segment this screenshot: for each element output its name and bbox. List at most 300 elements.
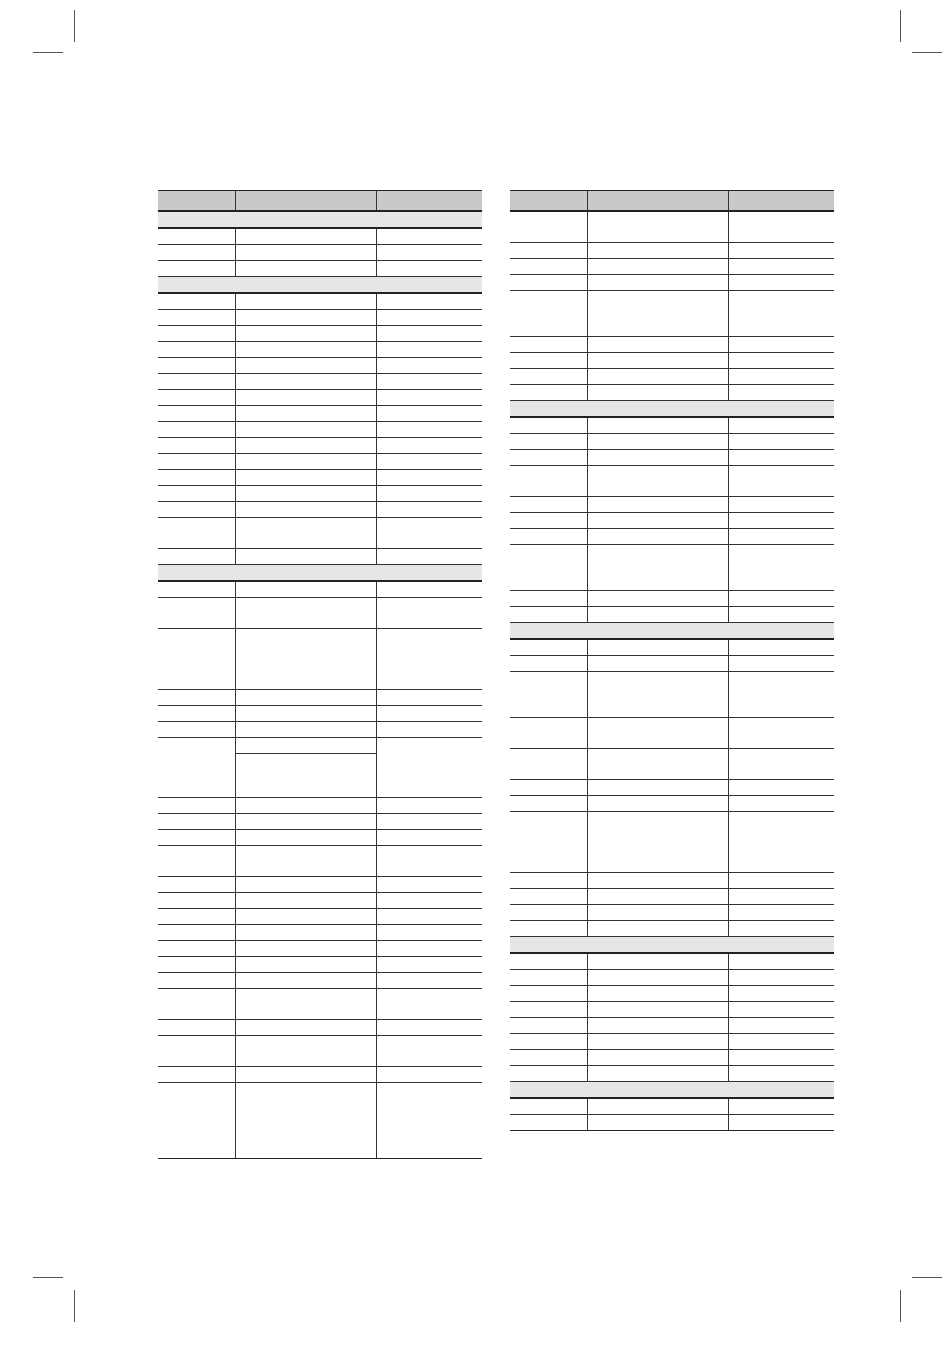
table-row — [510, 970, 834, 986]
table-cell — [510, 337, 587, 353]
table-row — [158, 342, 482, 358]
table-cell — [158, 722, 235, 738]
table-cell — [587, 259, 728, 275]
table-row — [510, 780, 834, 796]
table-cell — [728, 796, 834, 812]
table-row — [158, 909, 482, 925]
table-cell — [587, 749, 728, 780]
table-cell — [728, 529, 834, 545]
section-header-row — [510, 1082, 834, 1099]
crop-mark — [912, 1277, 942, 1278]
table-row — [158, 310, 482, 326]
table-row — [158, 374, 482, 390]
table-row — [510, 921, 834, 937]
table-row — [510, 1066, 834, 1082]
table-cell — [376, 690, 482, 706]
table-cell — [235, 406, 376, 422]
table-row — [158, 1067, 482, 1083]
table-cell — [376, 738, 482, 798]
table-cell — [235, 438, 376, 454]
table-cell — [728, 259, 834, 275]
table-cell — [376, 261, 482, 277]
table-cell — [158, 738, 235, 798]
table-cell — [510, 812, 587, 873]
table-cell — [510, 434, 587, 450]
table-cell — [510, 672, 587, 718]
table-cell — [235, 706, 376, 722]
table-cell — [587, 905, 728, 921]
table-cell — [728, 1050, 834, 1066]
table-row — [510, 529, 834, 545]
table-cell — [587, 656, 728, 672]
table-cell — [235, 1020, 376, 1036]
table-cell — [376, 358, 482, 374]
table-cell — [376, 973, 482, 989]
table-cell — [235, 470, 376, 486]
table-cell — [235, 877, 376, 893]
table-cell — [158, 581, 235, 598]
table-cell — [158, 893, 235, 909]
table-cell — [728, 986, 834, 1002]
table-row — [158, 438, 482, 454]
table-cell — [158, 706, 235, 722]
table-row — [510, 656, 834, 672]
section-header-cell — [158, 565, 482, 582]
table-row — [510, 353, 834, 369]
table-cell — [376, 629, 482, 690]
table-row — [158, 293, 482, 310]
table-cell — [510, 953, 587, 970]
table-cell — [376, 798, 482, 814]
table-row — [158, 1036, 482, 1067]
table-cell — [235, 925, 376, 941]
table-cell — [510, 513, 587, 529]
table-cell — [376, 486, 482, 502]
table-row — [510, 812, 834, 873]
table-cell — [728, 1066, 834, 1082]
table-cell — [728, 749, 834, 780]
table-cell — [376, 406, 482, 422]
table-row — [510, 369, 834, 385]
table-cell — [158, 245, 235, 261]
table-header-row — [158, 191, 482, 212]
table-row — [510, 986, 834, 1002]
table-cell — [728, 243, 834, 259]
section-header-cell — [510, 1082, 834, 1099]
table-cell — [235, 598, 376, 629]
table-row — [510, 275, 834, 291]
table-cell — [587, 873, 728, 889]
table-cell — [376, 925, 482, 941]
table-cell — [587, 953, 728, 970]
table-row — [510, 337, 834, 353]
table-cell — [235, 374, 376, 390]
table-row — [510, 718, 834, 749]
table-cell — [158, 1036, 235, 1067]
table-cell — [376, 1083, 482, 1159]
table-cell — [376, 814, 482, 830]
table-cell — [510, 1050, 587, 1066]
table-row — [510, 1018, 834, 1034]
table-cell — [587, 780, 728, 796]
table-cell — [376, 722, 482, 738]
table-cell — [587, 1050, 728, 1066]
table-cell — [587, 466, 728, 497]
table-cell — [728, 291, 834, 337]
table-cell — [376, 390, 482, 406]
table-cell — [158, 957, 235, 973]
table-cell — [587, 986, 728, 1002]
table-cell — [235, 909, 376, 925]
table-cell — [235, 893, 376, 909]
table-cell — [510, 986, 587, 1002]
section-header-row — [158, 211, 482, 228]
table-cell — [158, 406, 235, 422]
table-cell — [510, 591, 587, 607]
table-row — [158, 989, 482, 1020]
section-header-row — [510, 937, 834, 954]
table-cell — [510, 211, 587, 243]
table-cell — [587, 211, 728, 243]
table-cell — [587, 369, 728, 385]
table-cell — [158, 1020, 235, 1036]
table-cell — [158, 518, 235, 549]
table-cell — [158, 941, 235, 957]
table-cell — [728, 450, 834, 466]
table-cell — [235, 261, 376, 277]
table-cell — [587, 275, 728, 291]
table-cell — [587, 1098, 728, 1115]
table-row — [510, 873, 834, 889]
table-row — [158, 957, 482, 973]
table-row — [158, 973, 482, 989]
table-row — [510, 905, 834, 921]
table-cell — [728, 921, 834, 937]
table-cell — [235, 738, 376, 754]
table-cell — [235, 326, 376, 342]
table-cell — [728, 211, 834, 243]
table-cell — [587, 921, 728, 937]
table-row — [510, 434, 834, 450]
table-row — [158, 846, 482, 877]
table-cell — [235, 486, 376, 502]
table-cell — [728, 889, 834, 905]
table-cell — [587, 353, 728, 369]
table-cell — [235, 957, 376, 973]
table-row — [510, 417, 834, 434]
table-cell — [510, 921, 587, 937]
table-cell — [376, 846, 482, 877]
table-cell — [510, 1002, 587, 1018]
table-row — [158, 738, 482, 754]
table-cell — [376, 877, 482, 893]
table-cell — [376, 342, 482, 358]
table-row — [158, 326, 482, 342]
table-row — [158, 598, 482, 629]
table-row — [510, 607, 834, 623]
table-cell — [235, 941, 376, 957]
table-cell — [376, 957, 482, 973]
table-cell — [376, 598, 482, 629]
header-cell — [587, 191, 728, 212]
table-cell — [158, 989, 235, 1020]
table-cell — [587, 1066, 728, 1082]
table-row — [158, 470, 482, 486]
crop-mark — [900, 1290, 901, 1322]
table-row — [510, 545, 834, 591]
table-cell — [235, 342, 376, 358]
crop-mark — [912, 52, 942, 53]
table-cell — [587, 812, 728, 873]
table-cell — [235, 846, 376, 877]
table-row — [158, 814, 482, 830]
table-row — [158, 798, 482, 814]
table-cell — [587, 1034, 728, 1050]
table-cell — [235, 690, 376, 706]
section-header-cell — [158, 277, 482, 294]
table-cell — [728, 656, 834, 672]
table-cell — [510, 417, 587, 434]
table-cell — [728, 607, 834, 623]
table-row — [510, 672, 834, 718]
table-cell — [510, 291, 587, 337]
table-cell — [510, 780, 587, 796]
table-row — [158, 261, 482, 277]
table-cell — [587, 385, 728, 401]
table-cell — [587, 607, 728, 623]
table-cell — [158, 549, 235, 565]
table-cell — [728, 970, 834, 986]
table-row — [158, 1020, 482, 1036]
table-cell — [587, 545, 728, 591]
table-cell — [376, 909, 482, 925]
table-cell — [510, 1034, 587, 1050]
table-cell — [728, 353, 834, 369]
table-cell — [158, 1083, 235, 1159]
table-cell — [728, 873, 834, 889]
table-cell — [510, 259, 587, 275]
table-cell — [235, 310, 376, 326]
table-cell — [376, 989, 482, 1020]
table-cell — [510, 749, 587, 780]
table-cell — [376, 941, 482, 957]
table-row — [158, 893, 482, 909]
table-row — [510, 889, 834, 905]
table-cell — [235, 1067, 376, 1083]
table-row — [510, 1050, 834, 1066]
table-cell — [158, 925, 235, 941]
right-spec-table — [510, 190, 834, 1131]
table-row — [158, 830, 482, 846]
table-cell — [510, 1115, 587, 1131]
table-cell — [235, 798, 376, 814]
table-row — [510, 953, 834, 970]
table-row — [158, 486, 482, 502]
table-cell — [587, 796, 728, 812]
table-row — [510, 497, 834, 513]
table-cell — [510, 529, 587, 545]
table-cell — [728, 466, 834, 497]
table-row — [510, 591, 834, 607]
table-cell — [376, 438, 482, 454]
table-cell — [510, 905, 587, 921]
table-cell — [158, 877, 235, 893]
header-cell — [728, 191, 834, 212]
table-cell — [728, 434, 834, 450]
table-cell — [728, 639, 834, 656]
table-row — [510, 243, 834, 259]
table-cell — [587, 337, 728, 353]
table-cell — [376, 374, 482, 390]
table-row — [158, 1083, 482, 1159]
table-cell — [235, 989, 376, 1020]
table-cell — [235, 1083, 376, 1159]
table-cell — [728, 1018, 834, 1034]
table-cell — [510, 1018, 587, 1034]
table-cell — [510, 873, 587, 889]
table-cell — [728, 513, 834, 529]
table-row — [158, 422, 482, 438]
table-cell — [510, 545, 587, 591]
table-cell — [728, 1115, 834, 1131]
table-cell — [587, 1115, 728, 1131]
table-cell — [587, 1002, 728, 1018]
table-row — [158, 518, 482, 549]
table-cell — [728, 1002, 834, 1018]
table-cell — [587, 1018, 728, 1034]
table-cell — [235, 293, 376, 310]
table-cell — [587, 672, 728, 718]
table-cell — [158, 374, 235, 390]
table-cell — [728, 905, 834, 921]
table-cell — [376, 549, 482, 565]
table-cell — [158, 228, 235, 245]
header-cell — [376, 191, 482, 212]
table-cell — [158, 310, 235, 326]
table-cell — [376, 228, 482, 245]
table-cell — [235, 502, 376, 518]
table-cell — [235, 518, 376, 549]
table-cell — [587, 497, 728, 513]
section-header-row — [510, 623, 834, 640]
table-cell — [158, 326, 235, 342]
table-row — [158, 706, 482, 722]
table-cell — [587, 291, 728, 337]
table-cell — [510, 243, 587, 259]
table-cell — [158, 422, 235, 438]
table-cell — [158, 261, 235, 277]
table-cell — [376, 581, 482, 598]
table-row — [158, 358, 482, 374]
table-cell — [158, 830, 235, 846]
table-cell — [587, 591, 728, 607]
table-cell — [376, 326, 482, 342]
table-cell — [728, 780, 834, 796]
table-cell — [235, 814, 376, 830]
table-cell — [235, 245, 376, 261]
crop-mark — [33, 52, 63, 53]
section-header-row — [158, 277, 482, 294]
table-cell — [728, 718, 834, 749]
crop-mark — [33, 1277, 63, 1278]
table-cell — [376, 1020, 482, 1036]
table-cell — [235, 228, 376, 245]
crop-mark — [900, 10, 901, 42]
section-header-row — [510, 401, 834, 418]
table-cell — [376, 706, 482, 722]
table-cell — [587, 889, 728, 905]
table-cell — [510, 889, 587, 905]
table-cell — [158, 470, 235, 486]
table-header-row — [510, 191, 834, 212]
table-row — [510, 1002, 834, 1018]
table-row — [158, 406, 482, 422]
header-cell — [510, 191, 587, 212]
table-row — [510, 513, 834, 529]
table-cell — [158, 629, 235, 690]
table-cell — [376, 293, 482, 310]
table-cell — [510, 385, 587, 401]
table-cell — [587, 243, 728, 259]
table-cell — [510, 796, 587, 812]
table-cell — [235, 754, 376, 798]
table-cell — [376, 470, 482, 486]
table-row — [158, 925, 482, 941]
table-cell — [587, 434, 728, 450]
table-cell — [158, 1067, 235, 1083]
left-spec-table — [158, 190, 482, 1159]
table-cell — [158, 846, 235, 877]
table-row — [510, 259, 834, 275]
table-cell — [510, 607, 587, 623]
table-cell — [158, 814, 235, 830]
section-header-cell — [510, 623, 834, 640]
table-cell — [510, 466, 587, 497]
table-cell — [376, 518, 482, 549]
table-cell — [158, 454, 235, 470]
table-cell — [235, 830, 376, 846]
table-cell — [728, 591, 834, 607]
table-row — [510, 749, 834, 780]
table-cell — [510, 353, 587, 369]
table-cell — [158, 486, 235, 502]
table-cell — [728, 385, 834, 401]
header-cell — [235, 191, 376, 212]
table-cell — [158, 358, 235, 374]
table-cell — [587, 529, 728, 545]
table-cell — [728, 1098, 834, 1115]
table-row — [158, 228, 482, 245]
table-row — [510, 796, 834, 812]
crop-mark — [74, 10, 75, 42]
table-cell — [235, 1036, 376, 1067]
table-cell — [728, 275, 834, 291]
table-cell — [235, 454, 376, 470]
table-row — [158, 722, 482, 738]
table-cell — [510, 656, 587, 672]
table-cell — [510, 369, 587, 385]
table-cell — [235, 973, 376, 989]
table-row — [158, 629, 482, 690]
table-cell — [728, 1034, 834, 1050]
table-cell — [376, 245, 482, 261]
table-cell — [510, 970, 587, 986]
table-cell — [510, 718, 587, 749]
table-cell — [587, 718, 728, 749]
table-row — [510, 466, 834, 497]
table-cell — [376, 454, 482, 470]
table-cell — [376, 1036, 482, 1067]
